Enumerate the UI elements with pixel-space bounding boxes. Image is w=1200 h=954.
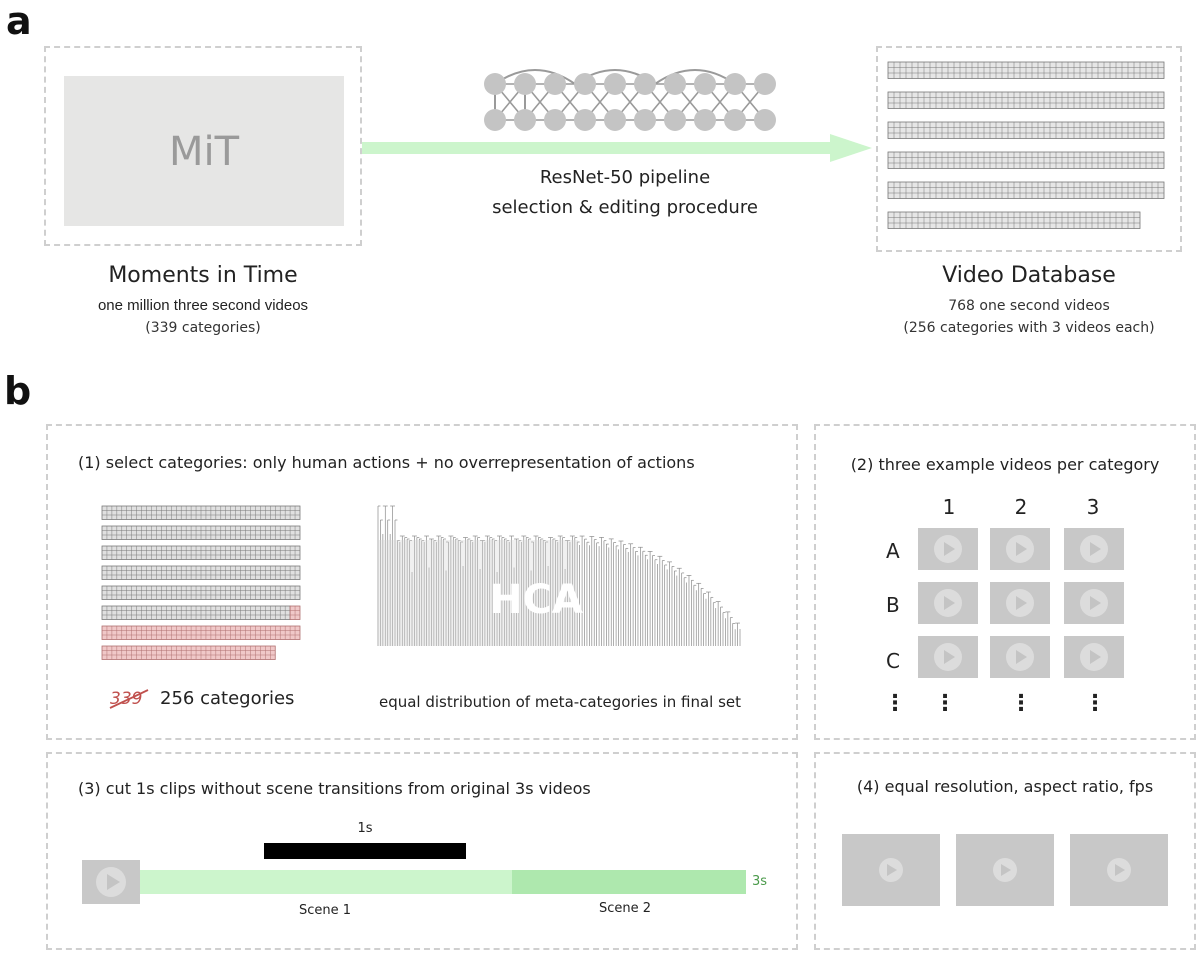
- play-triangle-icon: [1090, 542, 1101, 556]
- mit-logo-text: MiT: [168, 129, 240, 175]
- database-row: [888, 92, 1164, 109]
- network-node: [694, 109, 716, 131]
- scene2-label: Scene 2: [598, 901, 652, 916]
- hca-label: HCA: [489, 577, 583, 623]
- network-node: [634, 73, 656, 95]
- category-row: [102, 606, 290, 620]
- target-note: (256 categories with 3 videos each): [903, 320, 1155, 336]
- row-label-c: C: [886, 649, 900, 673]
- network-node: [544, 73, 566, 95]
- category-count: 256 categories: [160, 688, 295, 709]
- panel-a-label: a: [6, 0, 32, 43]
- video-database-grid: [888, 62, 1178, 242]
- hca-dendrogram: [376, 500, 746, 650]
- step1-title: (1) select categories: only human actions + no overrepresentation of actions: [78, 453, 695, 472]
- example-video-thumbnail: [990, 528, 1050, 570]
- source-subtitle: one million three second videos: [97, 297, 309, 314]
- scene2-bar: [512, 870, 746, 894]
- example-video-thumbnail: [1064, 582, 1124, 624]
- network-node: [724, 73, 746, 95]
- play-triangle-icon: [1001, 864, 1011, 876]
- play-triangle-icon: [944, 542, 955, 556]
- column-label-2: 2: [1014, 495, 1028, 519]
- play-triangle-icon: [944, 650, 955, 664]
- category-row: [102, 526, 300, 540]
- example-video-thumbnail: [1064, 528, 1124, 570]
- row-label-b: B: [886, 593, 900, 617]
- play-triangle-icon: [1090, 596, 1101, 610]
- neural-network-icon: [470, 62, 780, 142]
- column-ellipsis-3: ⋮: [1084, 691, 1106, 716]
- source-note: (339 categories): [145, 320, 261, 336]
- network-node: [754, 73, 776, 95]
- normalized-video-thumbnail: [842, 834, 940, 906]
- play-triangle-icon: [944, 596, 955, 610]
- network-node: [724, 109, 746, 131]
- network-node: [484, 73, 506, 95]
- strike-through-mark: [108, 686, 152, 712]
- network-node: [604, 109, 626, 131]
- excluded-category-row: [102, 626, 300, 640]
- play-triangle-icon: [1090, 650, 1101, 664]
- network-node: [514, 73, 536, 95]
- database-row: [888, 62, 1164, 79]
- database-row: [888, 182, 1164, 199]
- database-row: [888, 212, 1140, 229]
- play-triangle-icon: [1016, 596, 1027, 610]
- normalized-video-thumbnail: [1070, 834, 1168, 906]
- crossed-count: 339: [110, 689, 143, 709]
- source-title: Moments in Time: [108, 263, 298, 288]
- duration-label: 3s: [752, 874, 768, 889]
- scene1-label: Scene 1: [298, 903, 352, 918]
- example-video-thumbnail: [990, 582, 1050, 624]
- network-node: [634, 109, 656, 131]
- excluded-category-row: [102, 646, 275, 660]
- row-label-a: A: [886, 539, 900, 563]
- column-ellipsis-2: ⋮: [1010, 691, 1032, 716]
- pipeline-label-line1: ResNet-50 pipeline: [539, 167, 711, 188]
- play-triangle-icon: [1016, 542, 1027, 556]
- panel-b-label: b: [4, 369, 32, 413]
- source-video-thumbnail: [82, 860, 140, 904]
- column-label-1: 1: [942, 495, 956, 519]
- example-video-thumbnail: [918, 528, 978, 570]
- pipeline-label-line2: selection & editing procedure: [492, 197, 758, 218]
- column-label-3: 3: [1086, 495, 1100, 519]
- network-node: [664, 109, 686, 131]
- clip-label: 1s: [357, 821, 373, 836]
- network-node: [574, 73, 596, 95]
- play-triangle-icon: [887, 864, 897, 876]
- network-node: [574, 109, 596, 131]
- category-row: [102, 546, 300, 560]
- column-ellipsis-1: ⋮: [934, 691, 956, 716]
- step4-title: (4) equal resolution, aspect ratio, fps: [856, 777, 1154, 796]
- example-video-thumbnail: [990, 636, 1050, 678]
- clip-bar: [264, 843, 466, 859]
- scene1-bar: [140, 870, 512, 894]
- play-triangle-icon: [1115, 864, 1125, 876]
- play-triangle-icon: [107, 874, 120, 890]
- example-video-thumbnail: [918, 582, 978, 624]
- target-title: Video Database: [942, 263, 1116, 288]
- category-grid: [102, 506, 302, 666]
- network-node: [664, 73, 686, 95]
- network-node: [484, 109, 506, 131]
- network-node: [694, 73, 716, 95]
- example-video-thumbnail: [918, 636, 978, 678]
- database-row: [888, 152, 1164, 169]
- step3-title: (3) cut 1s clips without scene transitions from original 3s videos: [78, 779, 591, 798]
- hca-caption: equal distribution of meta-categories in final set: [378, 693, 742, 711]
- network-node: [544, 109, 566, 131]
- step2-title: (2) three example videos per category: [850, 455, 1160, 474]
- example-video-thumbnail: [1064, 636, 1124, 678]
- excluded-category-cells: [290, 606, 300, 620]
- category-row: [102, 586, 300, 600]
- network-node: [514, 109, 536, 131]
- target-subtitle: 768 one second videos: [948, 298, 1110, 314]
- row-ellipsis: ⋮: [884, 691, 906, 716]
- normalized-video-thumbnail: [956, 834, 1054, 906]
- network-node: [604, 73, 626, 95]
- category-row: [102, 566, 300, 580]
- category-row: [102, 506, 300, 520]
- database-row: [888, 122, 1164, 139]
- play-triangle-icon: [1016, 650, 1027, 664]
- network-node: [754, 109, 776, 131]
